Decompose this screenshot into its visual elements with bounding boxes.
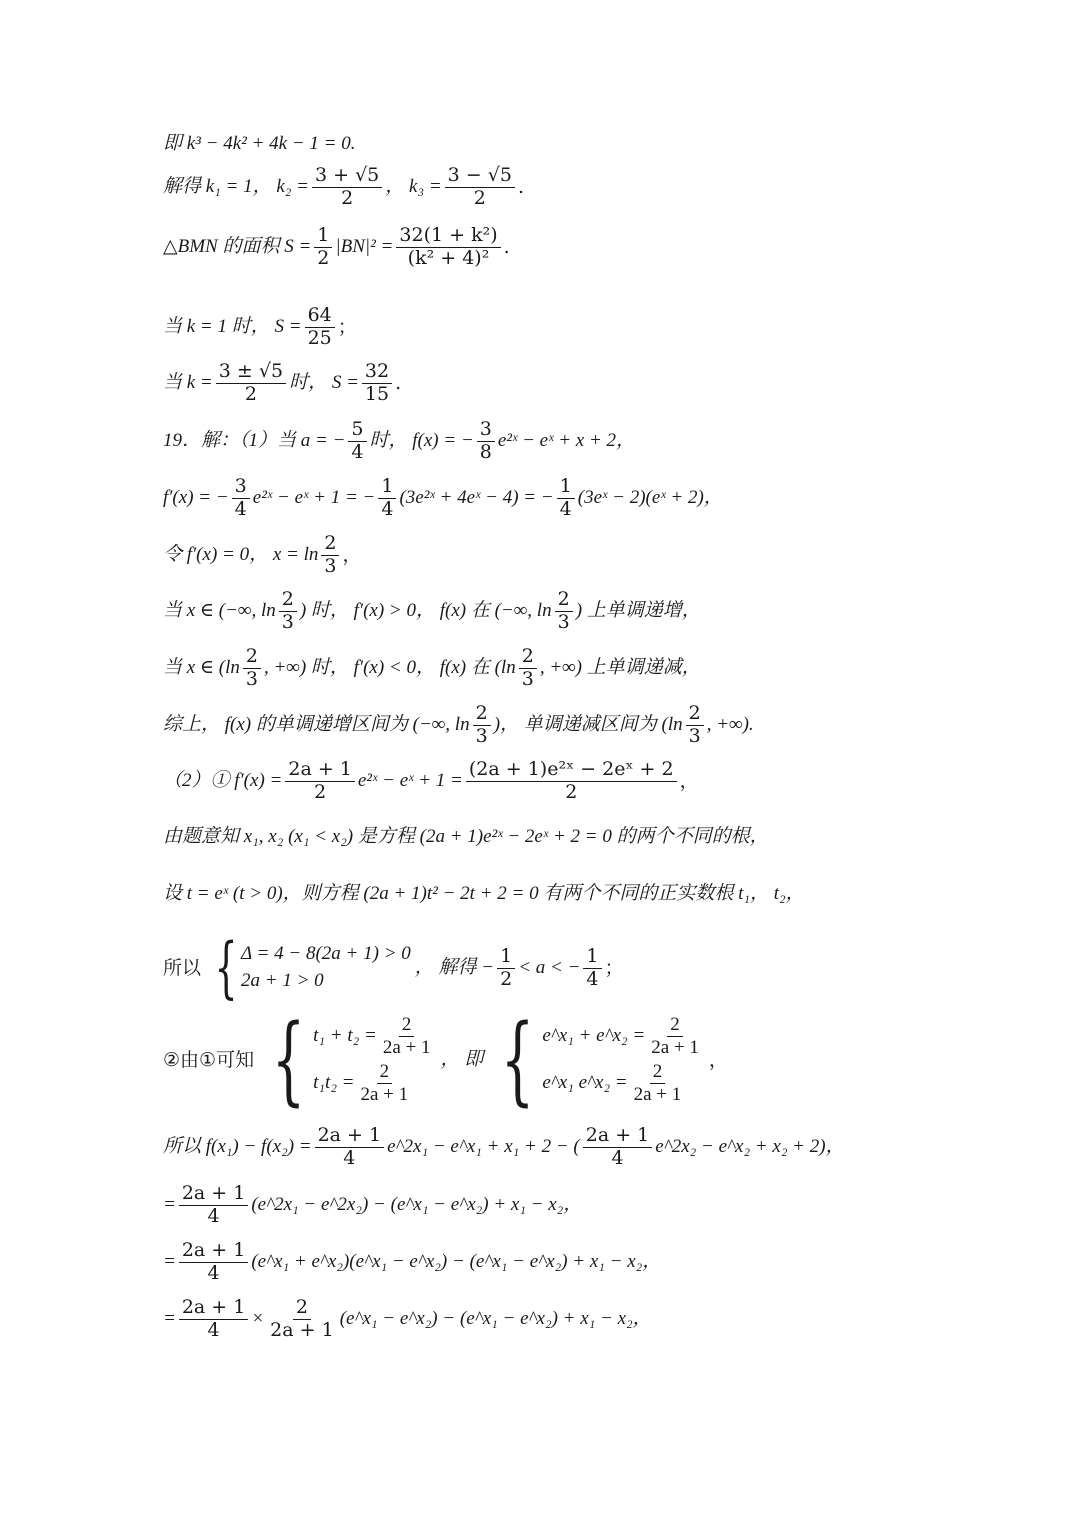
fraction: $\frac{1}{4}$ [378,477,396,520]
line-difference: 所以 f(x₁) − f(x₂) = $\frac{2a + 1}{4}$ e^2x₁ − e^x₁ + x₁ + 2 − ( $\frac{2a + 1}{4}$ e^2x₂ − e^x₂ + x₂ + 2)， [163,1124,845,1169]
line-derivative: f′(x) = − $\frac{3}{4}$ e²ˣ − eˣ + 1 = − $\frac{1}{4}$ (3e²ˣ + 4eˣ − 4) = − $\frac{1}{4}$ (3eˣ − 2)(eˣ + 2)， [163,475,723,520]
fraction: $\frac{1}{2}$ [314,226,332,269]
line-q19-start: 19．解：（1）当 a = − $\frac{5}{4}$ 时， f(x) = − $\frac{3}{8}$ e²ˣ − eˣ + x + 2， [163,418,636,463]
fraction: $\frac{2a + 1}{4}$ [315,1126,385,1169]
fraction: $\frac{2a + 1}{4}$ [179,1241,249,1284]
equation-system: { t₁ + t₂ = $\frac{2}{2a + 1}$ t₁t₂ = $\frac{2}{2a + 1}$ [271,1004,431,1116]
line-step1: = $\frac{2a + 1}{4}$ (e^2x₁ − e^2x₂) − (e^x₁ − e^x₂) + x₁ − x₂， [163,1182,583,1227]
fraction: $\frac{2}{3}$ [686,704,704,747]
fraction: $\frac{\text{(2a + 1)e²ˣ − 2eˣ + 2}}{2}$ [466,760,677,803]
line-vieta: ②由①可知 { t₁ + t₂ = $\frac{2}{2a + 1}$ t₁t₂ = $\frac{2}{2a + 1}$ ， 即 { e^x₁ + e^x₂ = $\frac{2}{2a + 1}$ e^x₁ e^x₂ = $\frac{2}{2a + 1}$ ， [163,1004,728,1116]
line-area-k2: 当 k = $\frac{3 \pm √5}{2}$ 时， S = $\frac{32}{15}$ . [163,360,402,405]
fraction: $\frac{2a + 1}{4}$ [179,1298,249,1341]
fraction: $\frac{1}{4}$ [557,477,575,520]
fraction: $\frac{64}{25}$ [305,306,335,349]
fraction: $\frac{1}{2}$ [497,947,515,990]
fraction: $\frac{3}{4}$ [232,477,250,520]
line-step2: = $\frac{2a + 1}{4}$ (e^x₁ + e^x₂)(e^x₁ − e^x₂) − (e^x₁ − e^x₂) + x₁ − x₂， [163,1239,662,1284]
line-summary: 综上， f(x) 的单调递增区间为 (−∞, ln $\frac{2}{3}$ )， 单调递减区间为 (ln $\frac{2}{3}$ , +∞). [163,702,754,747]
line-critical-point: 令 f′(x) = 0， x = ln $\frac{2}{3}$ ， [163,532,362,577]
fraction: $\frac{3 + √5}{2}$ [312,166,382,209]
fraction: $\frac{2}{3}$ [243,647,261,690]
line-area-k1: 当 k = 1 时， S = $\frac{64}{25}$ ； [163,304,357,349]
line-increasing: 当 x ∈ (−∞, ln $\frac{2}{3}$ ) 时， f′(x) > 0， f(x) 在 (−∞, ln $\frac{2}{3}$ ) 上单调递增， [163,588,701,633]
fraction: $\frac{2}{3}$ [473,704,491,747]
line-roots: 解得 k₁ = 1， k₂ = $\frac{3 + √5}{2}$ ， k₃ = $\frac{3 - √5}{2}$ . [163,164,524,209]
fraction: $\frac{2a + 1}{2}$ [285,760,355,803]
fraction: $\frac{2}{3}$ [279,590,297,633]
fraction: $\frac{32}{15}$ [362,362,392,405]
fraction: $\frac{3 \pm √5}{2}$ [216,362,286,405]
fraction: $\frac{2}{3}$ [321,534,339,577]
line-decreasing: 当 x ∈ (ln $\frac{2}{3}$ , +∞) 时， f′(x) < 0， f(x) 在 (ln $\frac{2}{3}$ , +∞) 上单调递减， [163,645,701,690]
line-cubic-equation: 即 k³ − 4k² + 4k − 1 = 0. [163,133,356,154]
line-substitution: 设 t = eˣ (t > 0)，则方程 (2a + 1)t² − 2t + 2 = 0 有两个不同的正实数根 t₁， t₂， [163,883,805,904]
fraction: $\frac{2a + 1}{4}$ [583,1126,653,1169]
line-step3: = $\frac{2a + 1}{4}$ × $\frac{2}{2a + 1}$ (e^x₁ − e^x₂) − (e^x₁ − e^x₂) + x₁ − x₂， [163,1296,652,1341]
line-area-formula: △BMN 的面积 S = $\frac{1}{2}$ |BN|² = $\frac{\text{32(1 + k²)}}{\text{(k² + 4)²}}$ . [163,224,510,269]
fraction: $\frac{2}{3}$ [555,590,573,633]
fraction: $\frac{\text{32(1 + k²)}}{\text{(k² + 4)²}}$ [396,226,500,269]
equation-system: { e^x₁ + e^x₂ = $\frac{2}{2a + 1}$ e^x₁ e^x₂ = $\frac{2}{2a + 1}$ [500,1004,699,1116]
fraction: $\frac{5}{4}$ [348,420,366,463]
fraction: $\frac{1}{4}$ [583,947,601,990]
fraction: $\frac{2}{2a + 1}$ [270,1296,334,1341]
line-roots-statement: 由题意知 x₁, x₂ (x₁ < x₂) 是方程 (2a + 1)e²ˣ − 2eˣ + 2 = 0 的两个不同的根， [163,826,769,847]
line-part2-derivative: （2）① f′(x) = $\frac{2a + 1}{2}$ e²ˣ − eˣ + 1 = $\frac{\text{(2a + 1)e²ˣ − 2eˣ + 2}}{2}$ ， [163,758,699,803]
fraction: $\frac{3 - √5}{2}$ [445,166,515,209]
equation-system: { Δ = 4 − 8(2a + 1) > 0 2a + 1 > 0 [214,929,411,1006]
line-conditions: 所以 { Δ = 4 − 8(2a + 1) > 0 2a + 1 > 0 ， 解得 − $\frac{1}{2}$ < a < − $\frac{1}{4}$ ； [163,929,624,1006]
fraction: $\frac{2a + 1}{4}$ [179,1184,249,1227]
fraction: $\frac{2}{3}$ [519,647,537,690]
fraction: $\frac{3}{8}$ [477,420,495,463]
